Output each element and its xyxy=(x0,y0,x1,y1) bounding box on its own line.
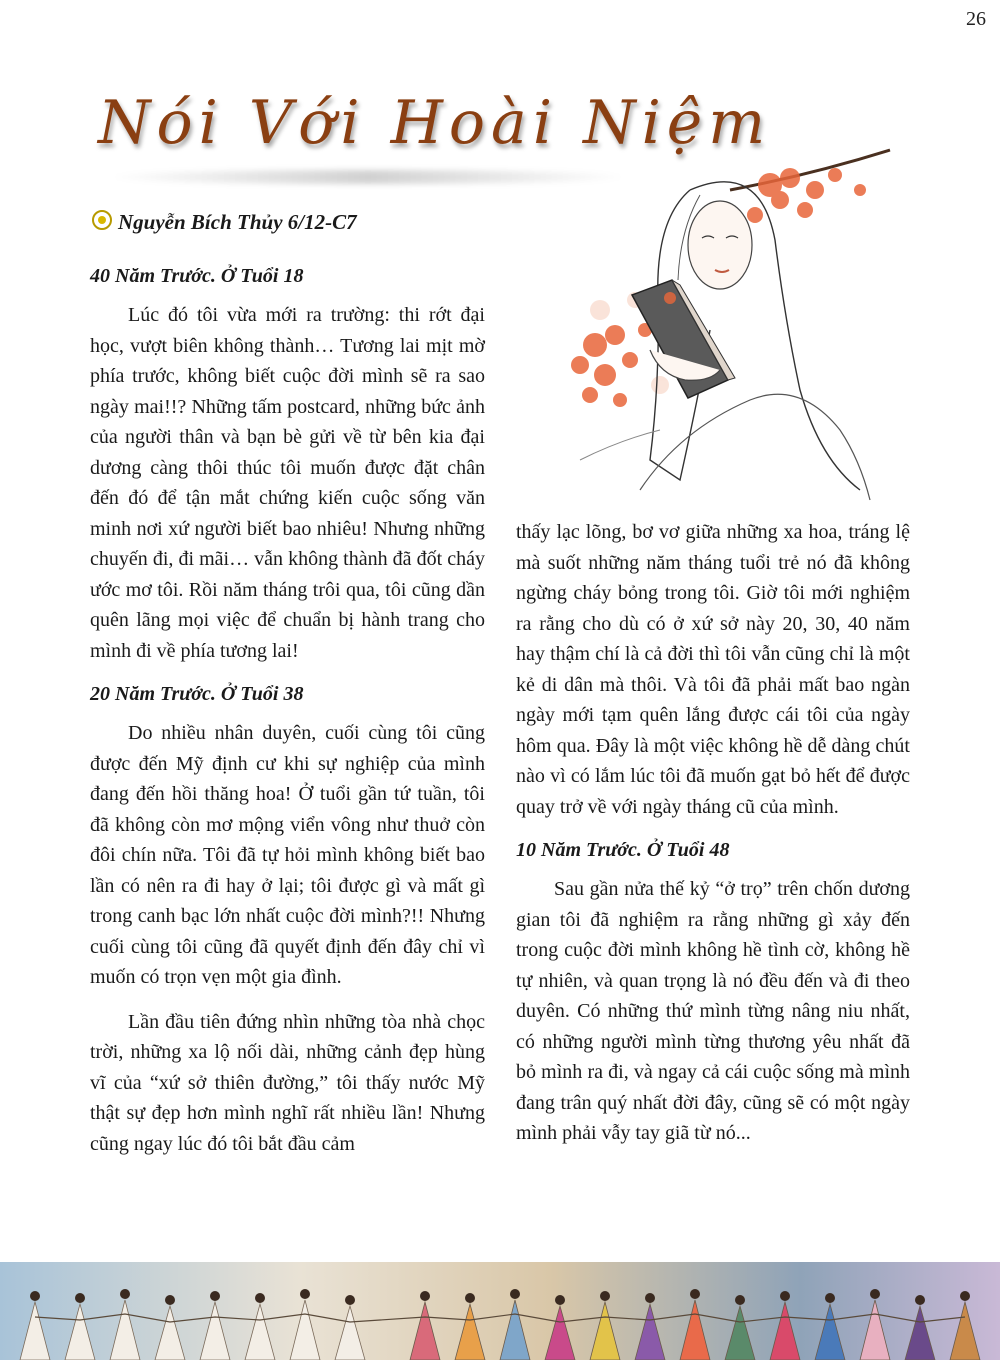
body-outline xyxy=(640,394,870,500)
flower-bullet-icon xyxy=(92,210,112,230)
book xyxy=(632,280,728,398)
page-number: 26 xyxy=(966,8,986,30)
left-column xyxy=(90,262,485,1169)
flowers-left xyxy=(571,323,652,407)
section-heading-20-years: 20 Năm Trước. Ở Tuổi 38 xyxy=(90,683,304,705)
right-column xyxy=(516,517,910,1159)
girl-with-book-illustration xyxy=(560,130,920,510)
paragraph-continued: thấy lạc lõng, bơ vơ giữa những xa hoa, tráng lệ mà suốt những năm tháng tuổi trẻ nó đã không ngừng cháy bỏng trong tôi. Giờ tôi mới nghiệm ra rằng cho dù có ở xứ sở này 20, 30, 40 năm hay thậm chí là cả đời thì tôi vẫn cũng chỉ là một kẻ di dân mà thôi. Và tôi đã phải mất bao ngàn ngày mới tạm quên lắng được cái tôi của ngày hôm qua. Đây là một việc không hề dễ dàng chút nào vì có lắm lúc tôi đã muốn gạt bỏ hết để được quay trở về với ngày tháng cũ của mình. xyxy=(516,521,910,818)
section-heading-40-years: 40 Năm Trước. Ở Tuổi 18 xyxy=(90,265,304,287)
author-line xyxy=(92,210,357,235)
paragraph-40-years: Lúc đó tôi vừa mới ra trường: thi rớt đại học, vượt biên không thành… Tương lai mịt mờ phía trước, không biết cuộc đời mình sẽ ra sao ngày mai!!? Những tấm postcard, những bức ảnh của người thân và bạn bè gửi về từ bên kia đại dương càng thôi thúc tôi muốn được đặt chân đến đó để tận mắt chứng kiến cuộc sống văn minh nơi xứ người biết bao nhiêu! Nhưng những chuyến đi, đi mãi… vẫn không thành đã đốt cháy ước mơ tôi. Rồi năm tháng trôi qua, tôi cũng dần quên lãng mọi việc để chuẩn bị hành trang cho mình đi về phía tương lai! xyxy=(90,304,485,662)
face xyxy=(688,201,752,289)
flowers-top-right xyxy=(747,168,866,223)
author-name: Nguyễn Bích Thủy 6/12-C7 xyxy=(118,210,357,234)
title-shadow xyxy=(108,170,628,184)
section-heading-10-years: 10 Năm Trước. Ở Tuổi 48 xyxy=(516,839,730,861)
paragraph-20-years-1: Do nhiều nhân duyên, cuối cùng tôi cũng được đến Mỹ định cư khi sự nghiệp của mình đang đến hồi thăng hoa! Ở tuổi gần tứ tuần, tôi đã không còn mơ mộng viển vông như thuở còn đôi chín nữa. Tôi đã tự hỏi mình không biết bao lần có nên ra đi hay ở lại; tôi được gì và mất gì trong canh bạc lớn nhất cuộc đời mình?!! Nhưng cuối cùng tôi cũng đã quyết định đến đây chỉ vì muốn có trọn vẹn một gia đình. xyxy=(90,722,485,988)
dancers-footer-banner xyxy=(0,1262,1000,1360)
page-title: Nói Với Hoài Niệm xyxy=(98,88,772,158)
paragraph-20-years-2: Lần đầu tiên đứng nhìn những tòa nhà chọc trời, những xa lộ nối dài, những cảnh đẹp hùng vĩ của “xứ sở thiên đường,” tôi thấy nước Mỹ thật sự đẹp hơn mình nghĩ rất nhiều lần! Nhưng cũng ngay lúc đó tôi bắt đầu cảm xyxy=(90,1010,485,1155)
paragraph-10-years: Sau gần nửa thế kỷ “ở trọ” trên chốn dương gian tôi đã nghiệm ra rằng những gì xảy đến trong cuộc đời mình không hề tình cờ, không hề tự nhiên, và quan trọng là nó đều đến và đi theo duyên. Có những thứ mình từng nâng niu nhất, có những người mình từng thương yêu nhất đã bỏ mình ra đi, và ngay cả cái cuộc sống mà mình đang trân quý nhất đời đây, cũng sẽ có một ngày mình phải vẫy tay giã từ nó... xyxy=(516,878,910,1144)
